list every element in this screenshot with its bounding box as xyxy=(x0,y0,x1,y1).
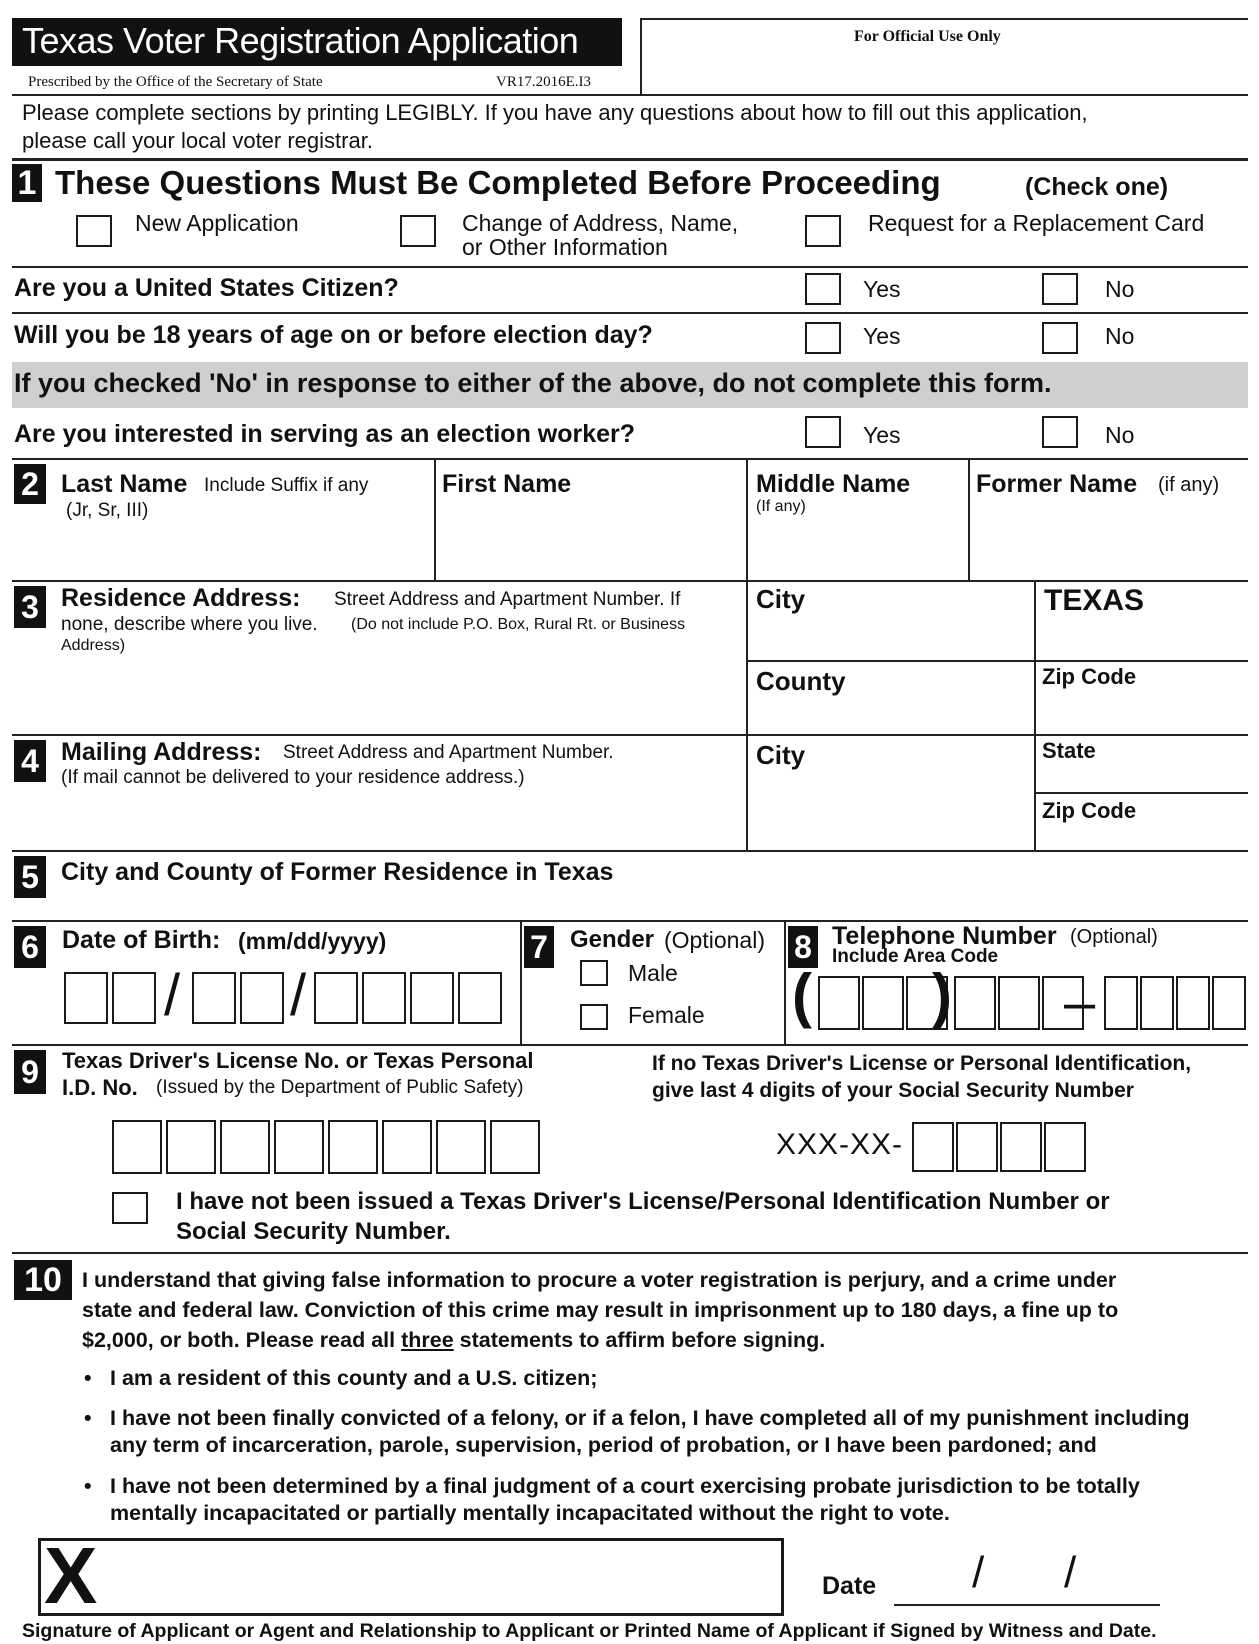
license-box-6[interactable] xyxy=(382,1120,432,1174)
phone-open-paren: ( xyxy=(792,962,812,1029)
citizen-yes-label: Yes xyxy=(863,276,901,302)
date-line[interactable] xyxy=(894,1604,1160,1606)
residence-county-label: County xyxy=(756,666,846,696)
phone-area-box-1[interactable] xyxy=(818,976,860,1030)
official-use-label: For Official Use Only xyxy=(854,28,1001,45)
ssn-box-4[interactable] xyxy=(1044,1122,1086,1172)
mailing-address-label: Mailing Address: xyxy=(61,738,262,766)
dob-year-box-1[interactable] xyxy=(314,972,358,1024)
female-checkbox[interactable] xyxy=(580,1004,608,1030)
section-number-5: 5 xyxy=(14,856,46,898)
perjury-text-1: I understand that giving false information to procure a voter registration is perjury, and a crime under xyxy=(82,1268,1117,1292)
mailing-zip-label: Zip Code xyxy=(1042,798,1137,823)
residence-note-1: Street Address and Apartment Number. If xyxy=(334,589,681,610)
ssn-box-2[interactable] xyxy=(956,1122,998,1172)
perjury-text-3a: $2,000, or both. Please read all xyxy=(82,1328,402,1352)
dob-format: (mm/dd/yyyy) xyxy=(238,928,387,954)
replacement-card-label: Request for a Replacement Card xyxy=(868,210,1205,236)
last-name-note-2: (Jr, Sr, III) xyxy=(66,500,149,521)
residence-note-3: Address) xyxy=(61,637,126,654)
mailing-state-line xyxy=(1034,792,1248,794)
dob-slash-1: / xyxy=(164,963,181,1028)
residence-note-2: none, describe where you live. xyxy=(61,614,318,635)
ssn-prefix: XXX-XX- xyxy=(776,1128,904,1161)
section-number-8: 8 xyxy=(788,926,818,968)
mailing-city-label: City xyxy=(756,740,806,770)
mailing-state-label: State xyxy=(1042,738,1096,763)
bullet-3-text-2: mentally incapacitated or partially mentally incapacitated without the right to vote. xyxy=(110,1501,950,1525)
age-no-checkbox[interactable] xyxy=(1042,322,1078,354)
section6-top-line xyxy=(12,920,1248,922)
first-name-label: First Name xyxy=(442,470,572,498)
dob-divider xyxy=(520,920,522,1044)
residence-divider xyxy=(1034,580,1036,850)
license-label-2: I.D. No. xyxy=(62,1075,138,1100)
phone-line-box-4[interactable] xyxy=(1212,976,1246,1030)
section-number-2: 2 xyxy=(14,464,46,504)
phone-line-box-3[interactable] xyxy=(1176,976,1210,1030)
prescribed-text: Prescribed by the Office of the Secretary of State xyxy=(28,74,323,90)
section-number-9: 9 xyxy=(14,1050,46,1094)
license-box-1[interactable] xyxy=(112,1120,162,1174)
dob-day-box-2[interactable] xyxy=(240,972,284,1024)
change-info-checkbox[interactable] xyxy=(400,215,436,247)
signature-caption: Signature of Applicant or Agent and Relationship to Applicant or Printed Name of Applicant if Signed by Witness and Date. xyxy=(22,1620,1157,1642)
male-label: Male xyxy=(628,960,678,986)
phone-prefix-box-2[interactable] xyxy=(998,976,1040,1030)
bullet-2-text-1: I have not been finally convicted of a felony, or if a felon, I have completed all of my punishment including xyxy=(110,1406,1190,1430)
bullet-3-marker: • xyxy=(84,1474,92,1498)
perjury-text-3-underline: three xyxy=(401,1328,454,1352)
license-box-4[interactable] xyxy=(274,1120,324,1174)
gender-divider xyxy=(784,920,786,1044)
name-divider-3 xyxy=(968,458,970,580)
telephone-note: Include Area Code xyxy=(832,946,999,967)
replacement-card-checkbox[interactable] xyxy=(805,215,841,247)
mailing-note-2: (If mail cannot be delivered to your residence address.) xyxy=(61,767,525,788)
mailing-note-1: Street Address and Apartment Number. xyxy=(283,742,614,763)
residence-city-line xyxy=(746,660,1248,662)
section1-check-note: (Check one) xyxy=(1025,173,1169,201)
bullet-3-text-1: I have not been determined by a final judgment of a court exercising probate jurisdiction to be totally xyxy=(110,1474,1140,1498)
perjury-text-3b: statements to affirm before signing. xyxy=(453,1328,826,1352)
last-name-label: Last Name xyxy=(61,470,188,498)
license-box-2[interactable] xyxy=(166,1120,216,1174)
no-license-label-2: Social Security Number. xyxy=(176,1218,451,1245)
phone-close-paren: ) xyxy=(932,962,952,1029)
ssn-box-3[interactable] xyxy=(1000,1122,1042,1172)
ssn-instruction-2: give last 4 digits of your Social Security Number xyxy=(652,1079,1134,1102)
section-number-7: 7 xyxy=(524,926,554,968)
signature-x-mark: X xyxy=(44,1531,98,1620)
citizen-question: Are you a United States Citizen? xyxy=(14,274,399,302)
bullet-1-text: I am a resident of this county and a U.S. citizen; xyxy=(110,1366,598,1390)
change-info-label-2: or Other Information xyxy=(462,234,668,260)
license-issued-note: (Issued by the Department of Public Safety) xyxy=(156,1077,524,1098)
section-number-10: 10 xyxy=(14,1260,72,1300)
residence-city-label: City xyxy=(756,584,806,614)
middle-name-label: Middle Name xyxy=(756,470,911,498)
bullet-2-marker: • xyxy=(84,1406,92,1430)
section10-top-line xyxy=(12,1252,1248,1254)
header-top-line xyxy=(640,18,1248,20)
signature-box[interactable] xyxy=(38,1538,784,1616)
section5-top-line xyxy=(12,850,1248,852)
dob-label: Date of Birth: xyxy=(62,926,221,954)
worker-no-label: No xyxy=(1105,422,1135,448)
worker-yes-checkbox[interactable] xyxy=(805,416,841,448)
intro-line-1: Please complete sections by printing LEGIBLY. If you have any questions about how to fill out this application, xyxy=(22,100,1088,125)
change-info-label-1: Change of Address, Name, xyxy=(462,210,739,236)
citizen-yes-checkbox[interactable] xyxy=(805,273,841,305)
age-yes-checkbox[interactable] xyxy=(805,322,841,354)
new-application-checkbox[interactable] xyxy=(76,215,112,247)
election-worker-question: Are you interested in serving as an election worker? xyxy=(14,420,636,448)
section1-options-line xyxy=(12,266,1248,268)
former-name-label: Former Name xyxy=(976,470,1138,498)
gender-optional: (Optional) xyxy=(664,927,765,953)
date-label: Date xyxy=(822,1572,877,1600)
section3-top-line xyxy=(12,580,1248,582)
section2-top-line xyxy=(12,458,1248,460)
section1-top-line xyxy=(12,158,1248,161)
section-number-4: 4 xyxy=(14,740,46,782)
section9-top-line xyxy=(12,1044,1248,1046)
date-slash-1: / xyxy=(972,1548,985,1597)
no-license-label-1: I have not been issued a Texas Driver's License/Personal Identification Number or xyxy=(176,1188,1110,1215)
residence-address-label: Residence Address: xyxy=(61,584,301,612)
female-label: Female xyxy=(628,1002,705,1028)
citizen-no-label: No xyxy=(1105,276,1135,302)
dob-slash-2: / xyxy=(290,963,307,1028)
license-label-1: Texas Driver's License No. or Texas Personal xyxy=(62,1048,534,1073)
ssn-box-1[interactable] xyxy=(912,1122,954,1172)
telephone-optional: (Optional) xyxy=(1070,926,1158,948)
citizen-line xyxy=(12,312,1248,314)
new-application-label: New Application xyxy=(135,210,299,236)
dob-year-box-2[interactable] xyxy=(362,972,406,1024)
male-checkbox[interactable] xyxy=(580,960,608,986)
dob-month-box-1[interactable] xyxy=(64,972,108,1024)
name-divider-1 xyxy=(434,458,436,580)
name-divider-2 xyxy=(746,458,748,850)
phone-prefix-box-1[interactable] xyxy=(954,976,996,1030)
license-box-7[interactable] xyxy=(436,1120,486,1174)
citizen-no-checkbox[interactable] xyxy=(1042,273,1078,305)
telephone-label: Telephone Number xyxy=(832,922,1057,950)
form-code: VR17.2016E.I3 xyxy=(496,74,591,90)
date-slash-2: / xyxy=(1064,1548,1077,1597)
phone-line-box-2[interactable] xyxy=(1140,976,1174,1030)
gender-label: Gender xyxy=(570,926,655,953)
dob-day-box-1[interactable] xyxy=(192,972,236,1024)
residence-note-2b: (Do not include P.O. Box, Rural Rt. or Business xyxy=(351,616,686,633)
phone-area-box-2[interactable] xyxy=(862,976,904,1030)
middle-name-note: (If any) xyxy=(756,498,806,515)
section-number-1: 1 xyxy=(12,164,42,202)
last-name-note: Include Suffix if any xyxy=(204,475,369,496)
former-residence-label: City and County of Former Residence in Texas xyxy=(61,858,614,886)
worker-no-checkbox[interactable] xyxy=(1042,416,1078,448)
dob-month-box-2[interactable] xyxy=(112,972,156,1024)
phone-dash: – xyxy=(1064,970,1096,1033)
section-number-3: 3 xyxy=(14,586,46,628)
no-license-checkbox[interactable] xyxy=(112,1192,148,1224)
age-question: Will you be 18 years of age on or before election day? xyxy=(14,321,653,349)
section1-title: These Questions Must Be Completed Before Proceeding xyxy=(55,164,941,201)
bullet-1-marker: • xyxy=(84,1366,92,1390)
warning-text: If you checked 'No' in response to either of the above, do not complete this form. xyxy=(14,368,1052,398)
perjury-text-2: state and federal law. Conviction of this crime may result in imprisonment up to 180 days, a fine up to xyxy=(82,1298,1119,1322)
license-box-8[interactable] xyxy=(490,1120,540,1174)
age-no-label: No xyxy=(1105,323,1135,349)
license-box-3[interactable] xyxy=(220,1120,270,1174)
form-title: Texas Voter Registration Application xyxy=(22,20,579,61)
intro-line-2: please call your local voter registrar. xyxy=(22,128,373,153)
section-number-6: 6 xyxy=(14,926,46,968)
bullet-2-text-2: any term of incarceration, parole, supervision, period of probation, or I have been pardoned; and xyxy=(110,1433,1097,1457)
residence-state-value: TEXAS xyxy=(1044,584,1145,617)
perjury-text-3 xyxy=(82,1328,825,1353)
age-yes-label: Yes xyxy=(863,323,901,349)
dob-year-box-4[interactable] xyxy=(458,972,502,1024)
ssn-instruction-1: If no Texas Driver's License or Personal Identification, xyxy=(652,1052,1192,1075)
header-bottom-line xyxy=(12,94,1248,96)
section4-top-line xyxy=(12,734,1248,736)
worker-yes-label: Yes xyxy=(863,422,901,448)
license-box-5[interactable] xyxy=(328,1120,378,1174)
phone-line-box-1[interactable] xyxy=(1104,976,1138,1030)
former-name-note: (if any) xyxy=(1158,474,1220,496)
header-divider xyxy=(640,18,642,94)
residence-zip-label: Zip Code xyxy=(1042,664,1137,689)
dob-year-box-3[interactable] xyxy=(410,972,454,1024)
